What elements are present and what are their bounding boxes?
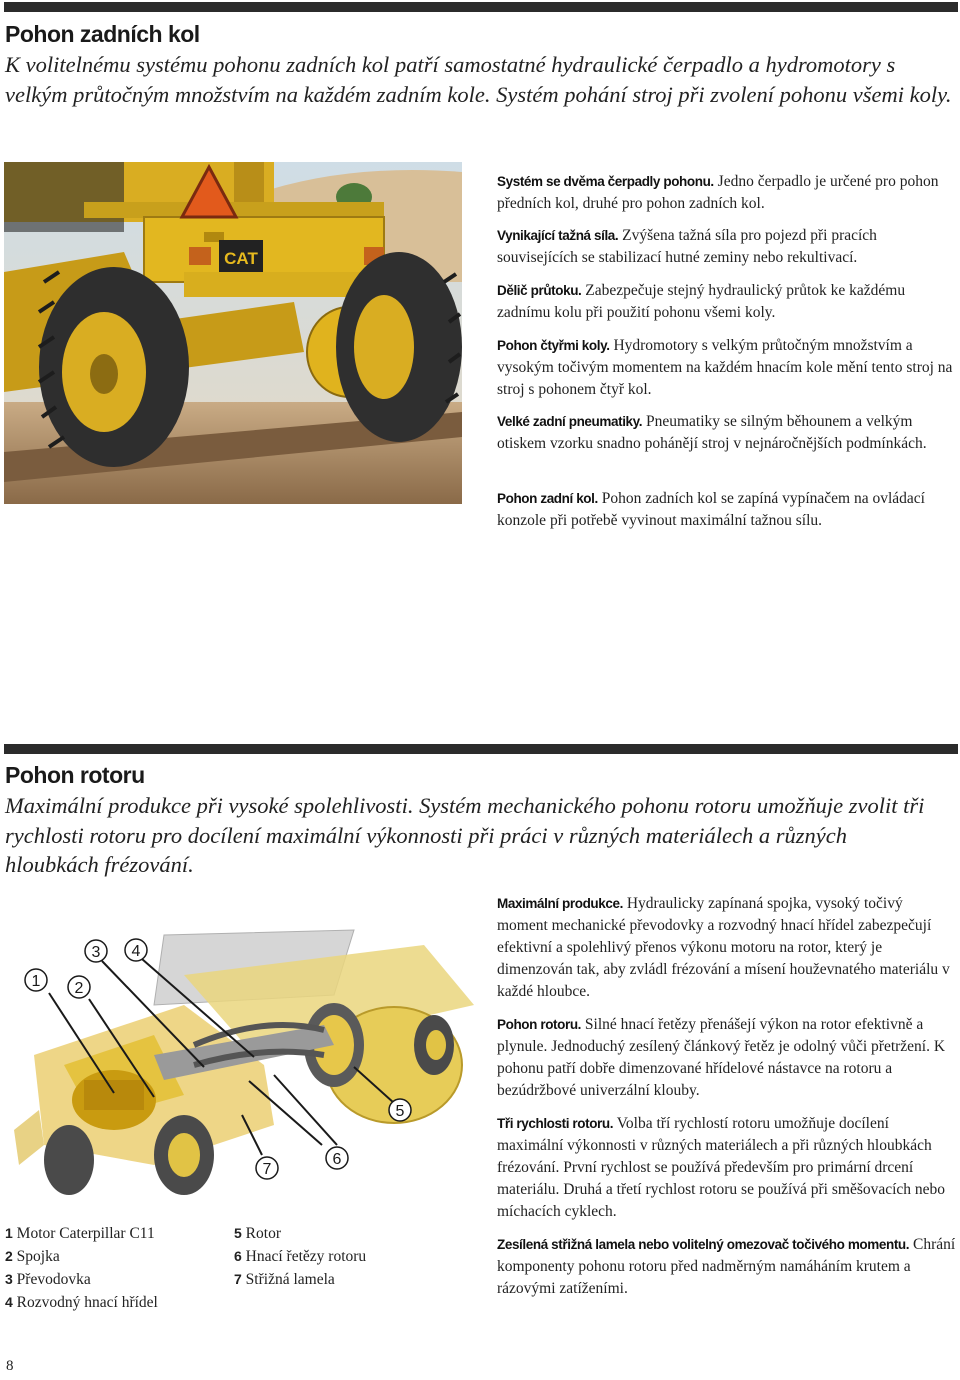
section-lead-rear-drive: K volitelnému systému pohonu zadních kol patří samostatné hydraulické čerpadlo a hydromotory s velkým průtočným množstvím na každém zadním kole. Systém pohání stroj při zvolení pohonu všemi koly.: [5, 52, 952, 107]
legend-label: Převodovka: [12, 1271, 91, 1288]
feature-text: Volba tří rychlostí rotoru umožňuje docílení maximální výkonnosti v různých materiálech a při různých hloubkách frézování. První rychlost se používá především pro primární drcení materiálu. Druhá a třetí rychlost rotoru se používá při směšovacích nebo míchacích cyklech.: [497, 1115, 946, 1220]
feature-text: Chrání komponenty pohonu rotoru před nadměrným namáháním krutem a rázovými zatíženími.: [497, 1236, 956, 1297]
feature-paragraph: [497, 1234, 957, 1300]
callout-5: 5: [395, 1103, 405, 1120]
legend-number: 5: [234, 1225, 242, 1241]
section-lead-rotor-drive: Maximální produkce při vysoké spolehlivosti. Systém mechanického pohonu rotoru umožňuje zvolit tři rychlosti rotoru pro docílení maximální výkonnosti při práci v různých materiálech a různých hloubkách frézování.: [5, 793, 925, 877]
feature-title: Vynikající tažná síla.: [497, 228, 619, 243]
component-legend-left: [5, 1222, 158, 1314]
section-title-rotor-drive: Pohon rotoru: [5, 762, 145, 788]
callout-7: 7: [262, 1161, 272, 1178]
feature-paragraph: [497, 225, 957, 269]
feature-title: Tři rychlosti rotoru.: [497, 1116, 614, 1131]
legend-number: 3: [5, 1271, 13, 1287]
callout-6: 6: [332, 1151, 342, 1168]
feature-title: Dělič průtoku.: [497, 283, 582, 298]
legend-item: [5, 1245, 158, 1268]
section-rule-rotor: [4, 744, 958, 754]
feature-text: Jedno čerpadlo je určené pro pohon předních kol, druhé pro pohon zadních kol.: [497, 173, 939, 212]
legend-number: 2: [5, 1248, 13, 1264]
legend-number: 6: [234, 1248, 242, 1264]
legend-item: [234, 1222, 366, 1245]
feature-text: Hydraulicky zapínaná spojka, vysoký točivý moment mechanické převodovky a rozvodný hnací hřídel zabezpečují efektivní a spolehlivý přenos výkonu motoru na rotor, který je dimenzován tak, aby zvládl frézování a mísení houževnatého materiálu v každé hloubce.: [497, 895, 950, 1000]
legend-item: [234, 1245, 366, 1268]
feature-paragraph: [497, 488, 957, 532]
legend-label: Rozvodný hnací hřídel: [12, 1294, 158, 1311]
feature-paragraph: [497, 335, 957, 401]
feature-text: Pneumatiky se silným běhounem a velkým otiskem vzorku snadno pohánějí stroj v nejnáročnějších podmínkách.: [497, 413, 927, 452]
legend-item: [234, 1268, 366, 1291]
legend-label: Hnací řetězy rotoru: [241, 1248, 367, 1265]
feature-title: Pohon čtyřmi koly.: [497, 338, 610, 353]
legend-label: Rotor: [241, 1225, 281, 1242]
page-number: 8: [6, 1358, 14, 1374]
feature-text: Silné hnací řetězy přenášejí výkon na rotor efektivně a plynule. Jednoduchý zesílený článkový řetěz je odolný vůči přetržení. K pohonu patří dobře dimenzované hřídelové nástavce na rotoru a bezúdržbové univerzální klouby.: [497, 1016, 946, 1099]
feature-title: Zesílená střižná lamela nebo volitelný omezovač točivého momentu.: [497, 1237, 910, 1252]
feature-text: Hydromotory s velkým průtočným množstvím a vysokým točivým momentem na každém hnacím kole mění tento stroj na stroj s pohonem čtyř kol.: [497, 337, 953, 398]
rear-drive-photo: [4, 162, 462, 504]
feature-paragraph: [497, 1113, 957, 1223]
callout-1: 1: [31, 973, 41, 990]
feature-title: Velké zadní pneumatiky.: [497, 414, 643, 429]
callout-3: 3: [91, 944, 101, 961]
legend-item: [5, 1268, 158, 1291]
feature-paragraph: [497, 280, 957, 324]
section-rule-top: [4, 2, 958, 12]
legend-label: Motor Caterpillar C11: [12, 1225, 155, 1242]
feature-text: Zabezpečuje stejný hydraulický průtok ke každému zadnímu kolu při použití pohonu všemi koly.: [497, 282, 906, 321]
feature-text: Pohon zadních kol se zapíná vypínačem na ovládací konzole při potřebě vyvinout maximální tažnou sílu.: [497, 490, 925, 529]
callout-4: 4: [131, 943, 141, 960]
feature-title: Pohon rotoru.: [497, 1017, 582, 1032]
legend-number: 7: [234, 1271, 242, 1287]
rotor-drive-diagram: [4, 895, 484, 1213]
legend-number: 4: [5, 1294, 13, 1310]
legend-label: Střižná lamela: [241, 1271, 335, 1288]
feature-title: Pohon zadní kol.: [497, 491, 598, 506]
cat-logo: CAT: [224, 249, 258, 268]
legend-label: Spojka: [12, 1248, 60, 1265]
component-legend-right: [234, 1222, 366, 1291]
legend-item: [5, 1222, 158, 1245]
legend-number: 1: [5, 1225, 13, 1241]
legend-item: [5, 1291, 158, 1314]
feature-paragraph: [497, 411, 957, 455]
feature-text: Zvýšena tažná síla pro pojezd při pracích souvisejících se stabilizací hutné zeminy nebo rekultivací.: [497, 227, 877, 266]
feature-paragraph: [497, 893, 957, 1003]
feature-title: Maximální produkce.: [497, 896, 623, 911]
feature-paragraph: [497, 1014, 957, 1102]
feature-paragraph: [497, 171, 957, 215]
callout-2: 2: [74, 980, 84, 997]
section-title-rear-drive: Pohon zadních kol: [5, 21, 200, 47]
feature-title: Systém se dvěma čerpadly pohonu.: [497, 174, 714, 189]
